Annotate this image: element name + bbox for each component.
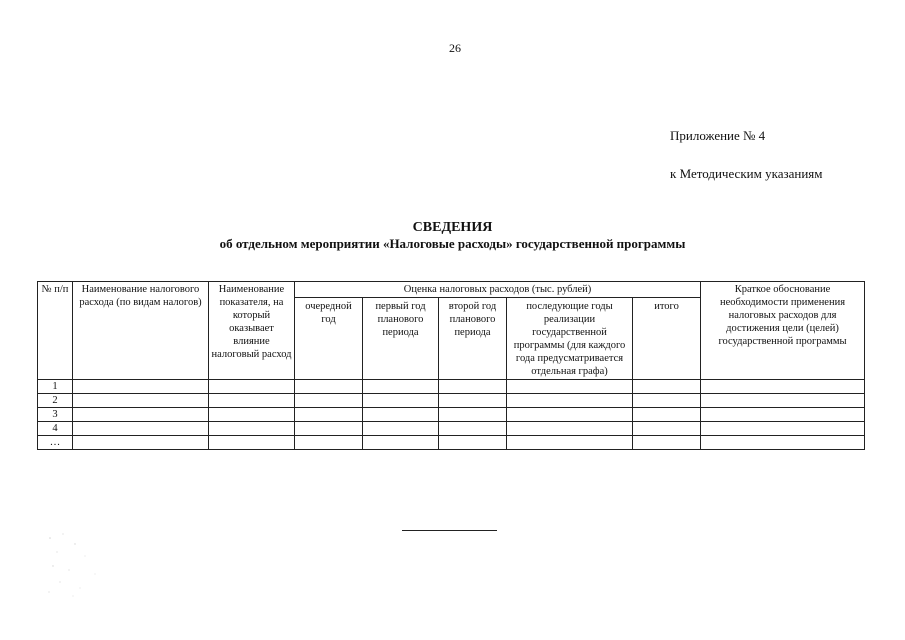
- table-cell: [507, 380, 633, 394]
- table-cell: [507, 408, 633, 422]
- table-cell: [209, 408, 295, 422]
- table-cell: [363, 436, 439, 450]
- table-cell: [73, 380, 209, 394]
- row-number: 3: [38, 408, 73, 422]
- table-cell: [295, 436, 363, 450]
- table-cell: [633, 436, 701, 450]
- subheader-total: итого: [633, 298, 701, 380]
- table-cell: [363, 408, 439, 422]
- table-row: [38, 408, 865, 422]
- header-tax-expenditure-name: Наименование налогового расхода (по видам налогов): [73, 282, 209, 380]
- table-cell: [633, 380, 701, 394]
- table-cell: [701, 408, 865, 422]
- row-number: …: [38, 436, 73, 450]
- subheader-current-year: очередной год: [295, 298, 363, 380]
- subheader-first-plan-year: первый год планового периода: [363, 298, 439, 380]
- row-number: 2: [38, 394, 73, 408]
- table-cell: [73, 394, 209, 408]
- table-cell: [439, 422, 507, 436]
- table-cell: [439, 380, 507, 394]
- document-title: СВЕДЕНИЯ: [412, 220, 493, 235]
- table-cell: [73, 422, 209, 436]
- table-row: [38, 394, 865, 408]
- header-row: [38, 282, 865, 298]
- row-number: 1: [38, 380, 73, 394]
- table-cell: [507, 436, 633, 450]
- header-estimate-group: Оценка налоговых расходов (тыс. рублей): [295, 282, 701, 298]
- table-cell: [633, 422, 701, 436]
- table-cell: [633, 394, 701, 408]
- subheader-second-plan-year: второй год планового периода: [439, 298, 507, 380]
- table-cell: [73, 436, 209, 450]
- table-cell: [633, 408, 701, 422]
- header-justification: Краткое обоснование необходимости применения налоговых расходов для достижения цели (целей) государственной программы: [701, 282, 865, 380]
- footnote-divider: [402, 530, 497, 531]
- table-cell: [439, 408, 507, 422]
- table-row: [38, 422, 865, 436]
- table-cell: [701, 394, 865, 408]
- table-cell: [363, 422, 439, 436]
- table-row: [38, 436, 865, 450]
- table-cell: [209, 394, 295, 408]
- table-cell: [295, 422, 363, 436]
- table-cell: [295, 380, 363, 394]
- table-cell: [209, 422, 295, 436]
- scan-noise-decoration: [45, 530, 115, 600]
- table-cell: [439, 394, 507, 408]
- table-cell: [73, 408, 209, 422]
- table-cell: [701, 380, 865, 394]
- header-indicator-name: Наименование показателя, на который оказывает влияние налоговый расход: [209, 282, 295, 380]
- table-row: [38, 380, 865, 394]
- table-cell: [363, 394, 439, 408]
- document-subtitle: об отдельном мероприятии «Налоговые расходы» государственной программы: [219, 236, 686, 251]
- table-cell: [507, 394, 633, 408]
- table-cell: [209, 436, 295, 450]
- page-number: 26: [449, 41, 461, 55]
- subheader-following-years: последующие годы реализации государственной программы (для каждого года предусматривается отдельная графа): [507, 298, 633, 380]
- table-cell: [209, 380, 295, 394]
- row-number: 4: [38, 422, 73, 436]
- tax-expenditure-table: [37, 281, 865, 450]
- appendix-reference: к Методическим указаниям: [670, 166, 823, 181]
- table-cell: [363, 380, 439, 394]
- table-cell: [507, 422, 633, 436]
- table-cell: [701, 422, 865, 436]
- table-cell: [295, 408, 363, 422]
- table-cell: [295, 394, 363, 408]
- table-cell: [701, 436, 865, 450]
- appendix-label: Приложение № 4: [670, 128, 766, 143]
- header-num: № п/п: [38, 282, 73, 380]
- table-cell: [439, 436, 507, 450]
